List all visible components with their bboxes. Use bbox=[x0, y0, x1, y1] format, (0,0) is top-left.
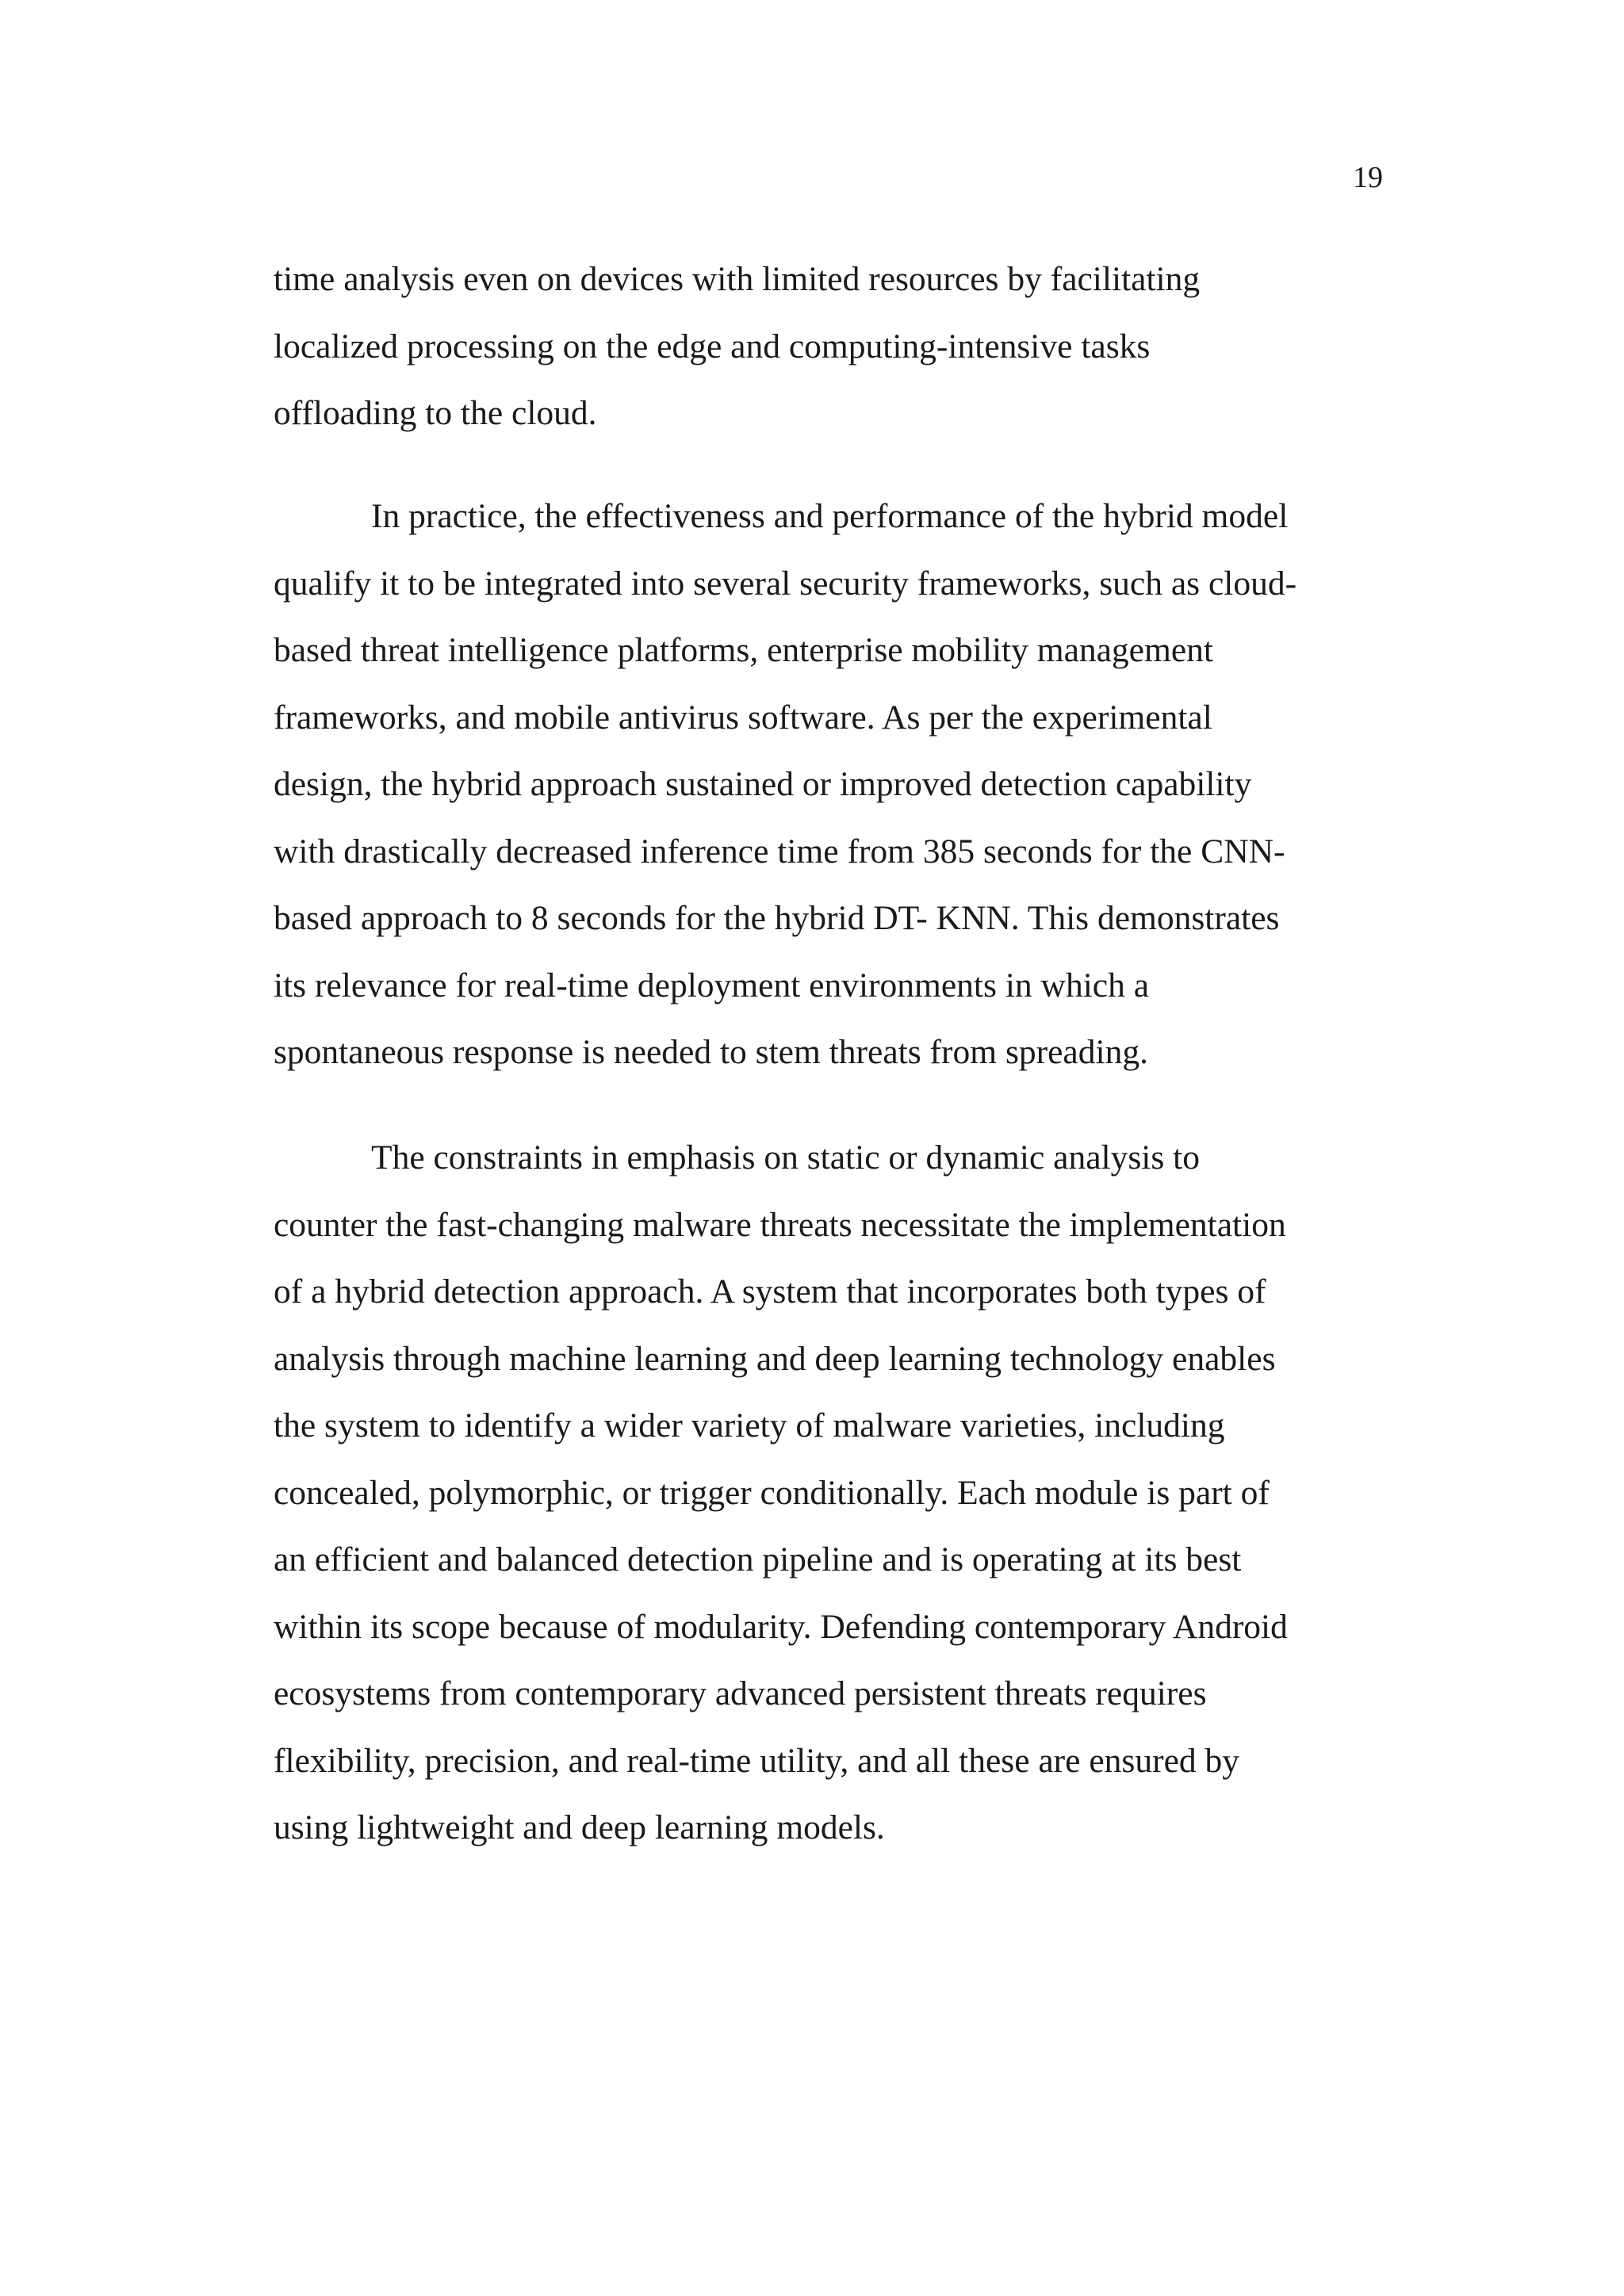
paragraph-line: qualify it to be integrated into several security frameworks, such as cloud- bbox=[274, 564, 1297, 603]
paragraph-line: ecosystems from contemporary advanced persistent threats requires bbox=[274, 1674, 1207, 1712]
paragraph-line: localized processing on the edge and computing-intensive tasks bbox=[274, 327, 1151, 365]
paragraph-line: an efficient and balanced detection pipeline and is operating at its best bbox=[274, 1540, 1242, 1578]
paragraph-line: based threat intelligence platforms, enterprise mobility management bbox=[274, 631, 1213, 669]
paragraph-line: its relevance for real-time deployment environments in which a bbox=[274, 966, 1150, 1004]
paragraph-1 bbox=[274, 246, 1384, 447]
paragraph-3 bbox=[274, 1124, 1384, 1862]
paragraph-line: In practice, the effectiveness and performance of the hybrid model bbox=[371, 497, 1289, 535]
page-number: 19 bbox=[1353, 161, 1383, 194]
paragraph-line: of a hybrid detection approach. A system that incorporates both types of bbox=[274, 1272, 1266, 1311]
paragraph-line: based approach to 8 seconds for the hybrid DT- KNN. This demonstrates bbox=[274, 899, 1280, 937]
paragraph-line: counter the fast-changing malware threats necessitate the implementation bbox=[274, 1205, 1286, 1244]
paragraph-line: The constraints in emphasis on static or dynamic analysis to bbox=[371, 1138, 1200, 1177]
paragraph-line: within its scope because of modularity. Defending contemporary Android bbox=[274, 1607, 1288, 1646]
paragraph-line: concealed, polymorphic, or trigger conditionally. Each module is part of bbox=[274, 1473, 1270, 1512]
paragraph-line: design, the hybrid approach sustained or improved detection capability bbox=[274, 765, 1252, 803]
paragraph-line: with drastically decreased inference time from 385 seconds for the CNN- bbox=[274, 832, 1285, 871]
paragraph-2 bbox=[274, 483, 1384, 1086]
paragraph-line: frameworks, and mobile antivirus software. As per the experimental bbox=[274, 698, 1212, 737]
paragraph-line: the system to identify a wider variety of malware varieties, including bbox=[274, 1406, 1225, 1445]
paragraph-line: offloading to the cloud. bbox=[274, 394, 597, 432]
paragraph-line: flexibility, precision, and real-time utility, and all these are ensured by bbox=[274, 1741, 1239, 1780]
paragraph-line: time analysis even on devices with limited resources by facilitating bbox=[274, 260, 1201, 298]
paragraph-line: analysis through machine learning and deep learning technology enables bbox=[274, 1339, 1276, 1378]
paragraph-line: spontaneous response is needed to stem threats from spreading. bbox=[274, 1033, 1148, 1071]
paragraph-line: using lightweight and deep learning models. bbox=[274, 1808, 885, 1846]
